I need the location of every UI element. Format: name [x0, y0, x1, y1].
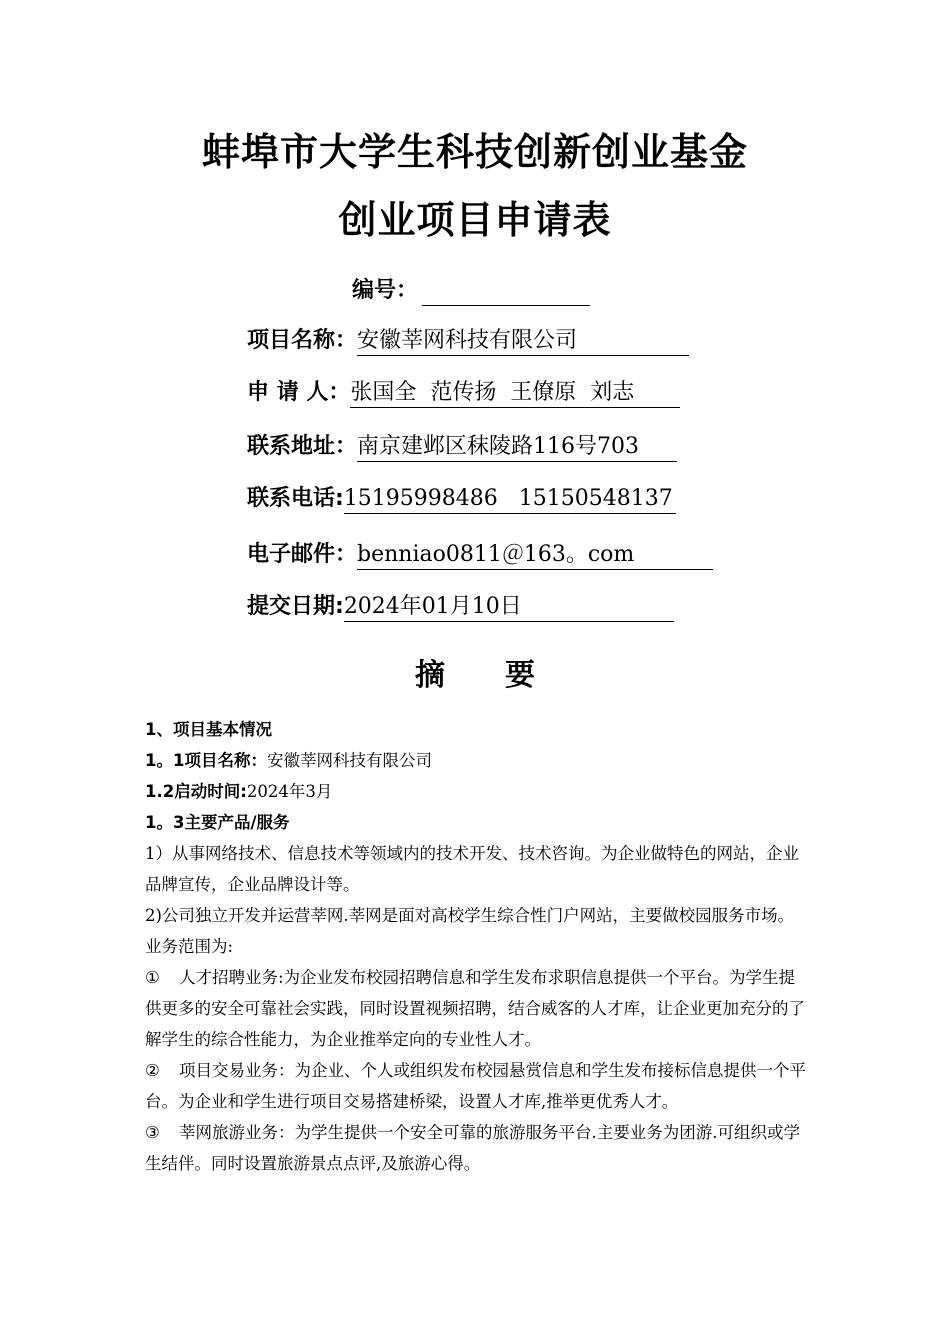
paragraph: 2)公司独立开发并运营莘网.莘网是面对高校学生综合性门户网站，主要做校园服务市场。业务范围为:: [145, 906, 795, 956]
products-heading: 1。3主要产品/服务: [145, 813, 290, 832]
field-value: 安徽莘网科技有限公司: [357, 327, 689, 356]
item-value: 安徽莘网科技有限公司: [266, 751, 432, 770]
field-value: 2024年01月10日: [344, 593, 674, 622]
abstract-body: [145, 714, 809, 1179]
bullet-paragraph: [145, 1055, 809, 1117]
field-label: 联系地址：: [247, 434, 358, 459]
page-title: 蚌埠市大学生科技创新创业基金: [201, 130, 748, 174]
number-blank: [422, 281, 590, 306]
field-label: 提交日期:: [247, 594, 344, 619]
bullet-text: 项目交易业务：为企业、个人或组织发布校园悬赏信息和学生发布接标信息提供一个平台。为企业和学生进行项目交易搭建桥梁，设置人才库,推举更优秀人才。: [145, 1061, 806, 1111]
circled-number: ③: [145, 1123, 160, 1142]
field-value: 南京建邺区秣陵路116号703: [357, 433, 677, 462]
item-label: 1。1项目名称：: [145, 751, 267, 770]
abstract-heading: 摘要: [415, 658, 595, 693]
field-project-name: [247, 326, 689, 356]
page-subtitle: 创业项目申请表: [338, 198, 612, 242]
field-label: 联系电话:: [247, 486, 344, 511]
circled-number: ②: [145, 1061, 160, 1080]
bullet-paragraph: [145, 1117, 809, 1179]
field-value: 张国全 范传扬 王僚原 刘志: [350, 379, 680, 408]
start-time-item: [145, 776, 809, 807]
number-label: 编号：: [352, 278, 419, 303]
field-address: [247, 432, 677, 462]
bullet-paragraph: [145, 962, 809, 1055]
section-heading: 1、项目基本情况: [145, 720, 272, 739]
item-value: 2024年3月: [246, 782, 333, 801]
project-name-item: [145, 745, 809, 776]
bullet-text: 人才招聘业务:为企业发布校园招聘信息和学生发布求职信息提供一个平台。为学生提供更多的安全可靠社会实践，同时设置视频招聘，结合威客的人才库，让企业更加充分的了解学生的综合性能力，为企业推举定向的专业性人才。: [145, 968, 805, 1049]
field-label: 电子邮件：: [247, 542, 358, 567]
field-value: 15195998486 15150548137: [344, 485, 676, 514]
field-submit-date: [247, 592, 674, 622]
field-value: benniao0811＠163。com: [357, 541, 713, 570]
circled-number: ①: [145, 968, 160, 987]
paragraph: 1）从事网络技术、信息技术等领域内的技术开发、技术咨询。为企业做特色的网站，企业品牌宣传，企业品牌设计等。: [145, 844, 799, 894]
number-row: [352, 276, 590, 306]
field-label: 项目名称：: [247, 328, 358, 353]
field-email: [247, 540, 713, 570]
item-label: 1.2启动时间:: [145, 782, 247, 801]
field-applicant: [247, 378, 680, 408]
bullet-text: 莘网旅游业务：为学生提供一个安全可靠的旅游服务平台.主要业务为团游.可组织或学生结伴。同时设置旅游景点点评,及旅游心得。: [145, 1123, 800, 1173]
field-phone: [247, 484, 676, 514]
field-label: 申 请 人：: [247, 380, 351, 405]
